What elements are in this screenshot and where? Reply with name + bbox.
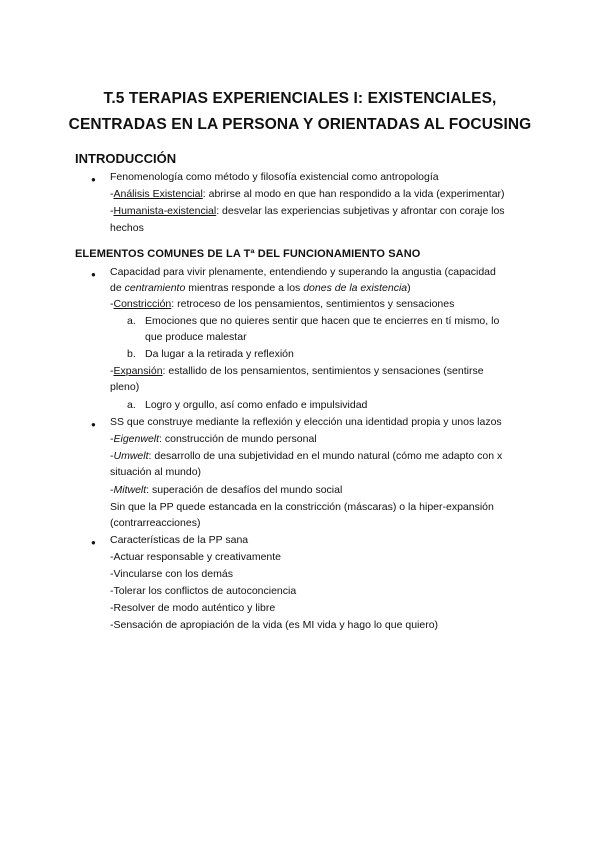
humanista-continuation: hechos — [110, 222, 144, 234]
humanista-label: Humanista-existencial — [113, 205, 217, 217]
analisis-text: : abrirse al modo en que han respondido a la vida (experimentar) — [202, 188, 505, 200]
sin-que-line-1: Sin que la PP quede estancada en la constricción (máscaras) o la hiper-expansión — [110, 501, 494, 513]
umwelt-label: Umwelt — [113, 450, 149, 462]
expansion-label: Expansión — [113, 365, 163, 377]
bullet-icon: ● — [91, 175, 96, 184]
dash: - — [110, 298, 114, 310]
constriccion-line — [110, 296, 454, 313]
analisis-label: Análisis Existencial — [113, 188, 203, 200]
expansion-line — [110, 363, 484, 380]
expansion-text: : estallido de los pensamientos, sentimientos y sensaciones (sentirse — [162, 365, 484, 377]
mitwelt-line — [110, 482, 342, 499]
constriccion-text: : retroceso de los pensamientos, sentimientos y sensaciones — [171, 298, 455, 310]
mitwelt-text: : superación de desafíos del mundo social — [146, 484, 343, 496]
caracteristica-item: -Tolerar los conflictos de autoconciencia — [110, 585, 297, 597]
text-fragment: de — [110, 282, 125, 294]
bullet-icon: ● — [91, 420, 96, 429]
eigenwelt-text: : construcción de mundo personal — [159, 433, 317, 445]
title-line-1: T.5 TERAPIAS EXPERIENCIALES I: EXISTENCIALES, — [103, 90, 497, 107]
elementos-bullet-1-line-2 — [110, 280, 411, 297]
analisis-line — [110, 186, 505, 203]
dash: - — [110, 433, 114, 445]
sin-que-line-2: (contrarreacciones) — [110, 517, 201, 529]
constriccion-b: Da lugar a la retirada y reflexión — [145, 348, 294, 360]
bullet-icon: ● — [91, 270, 96, 279]
elementos-heading: ELEMENTOS COMUNES DE LA Tª DEL FUNCIONAMIENTO SANO — [75, 248, 421, 260]
text-fragment: mientras responde a los — [185, 282, 304, 294]
expansion-a: Logro y orgullo, así como enfado e impulsividad — [145, 399, 368, 411]
expansion-continuation: pleno) — [110, 381, 140, 393]
dash: - — [110, 205, 114, 217]
bullet-icon: ● — [91, 538, 96, 547]
humanista-line — [110, 203, 505, 220]
elementos-bullet-2: SS que construye mediante la reflexión y elección una identidad propia y unos lazos — [110, 416, 502, 428]
dash: - — [110, 484, 114, 496]
eigenwelt-label: Eigenwelt — [113, 433, 160, 445]
list-marker-a: a. — [127, 315, 136, 327]
constriccion-a-line-2: que produce malestar — [145, 331, 247, 343]
caracteristica-item: -Actuar responsable y creativamente — [110, 551, 281, 563]
umwelt-line — [110, 448, 502, 465]
umwelt-text: : desarrollo de una subjetividad en el mundo natural (cómo me adapto con x — [148, 450, 503, 462]
eigenwelt-line — [110, 431, 317, 448]
centramiento-term: centramiento — [124, 282, 186, 294]
title-line-2: CENTRADAS EN LA PERSONA Y ORIENTADAS AL FOCUSING — [68, 116, 532, 133]
constriccion-label: Constricción — [113, 298, 172, 310]
dash: - — [110, 365, 114, 377]
dash: - — [110, 188, 114, 200]
humanista-text: : desvelar las experiencias subjetivas y afrontar con coraje los — [216, 205, 505, 217]
mitwelt-label: Mitwelt — [113, 484, 147, 496]
list-marker-a: a. — [127, 399, 136, 411]
text-fragment: ) — [407, 282, 411, 294]
constriccion-a-line-1: Emociones que no quieres sentir que hacen que te encierres en tí mismo, lo — [145, 315, 500, 327]
dones-term: dones de la existencia — [303, 282, 408, 294]
dash: - — [110, 450, 114, 462]
caracteristica-item: -Sensación de apropiación de la vida (es MI vida y hago lo que quiero) — [110, 619, 439, 631]
list-marker-b: b. — [127, 348, 136, 360]
umwelt-continuation: situación al mundo) — [110, 466, 202, 478]
intro-heading: INTRODUCCIÓN — [75, 151, 177, 166]
document-title — [40, 86, 560, 138]
elementos-bullet-3: Características de la PP sana — [110, 534, 249, 546]
caracteristica-item: -Vincularse con los demás — [110, 568, 233, 580]
caracteristica-item: -Resolver de modo auténtico y libre — [110, 602, 276, 614]
elementos-bullet-1-line-1: Capacidad para vivir plenamente, entendiendo y superando la angustia (capacidad — [110, 266, 496, 278]
intro-bullet-1: Fenomenología como método y filosofía existencial como antropología — [110, 171, 439, 183]
